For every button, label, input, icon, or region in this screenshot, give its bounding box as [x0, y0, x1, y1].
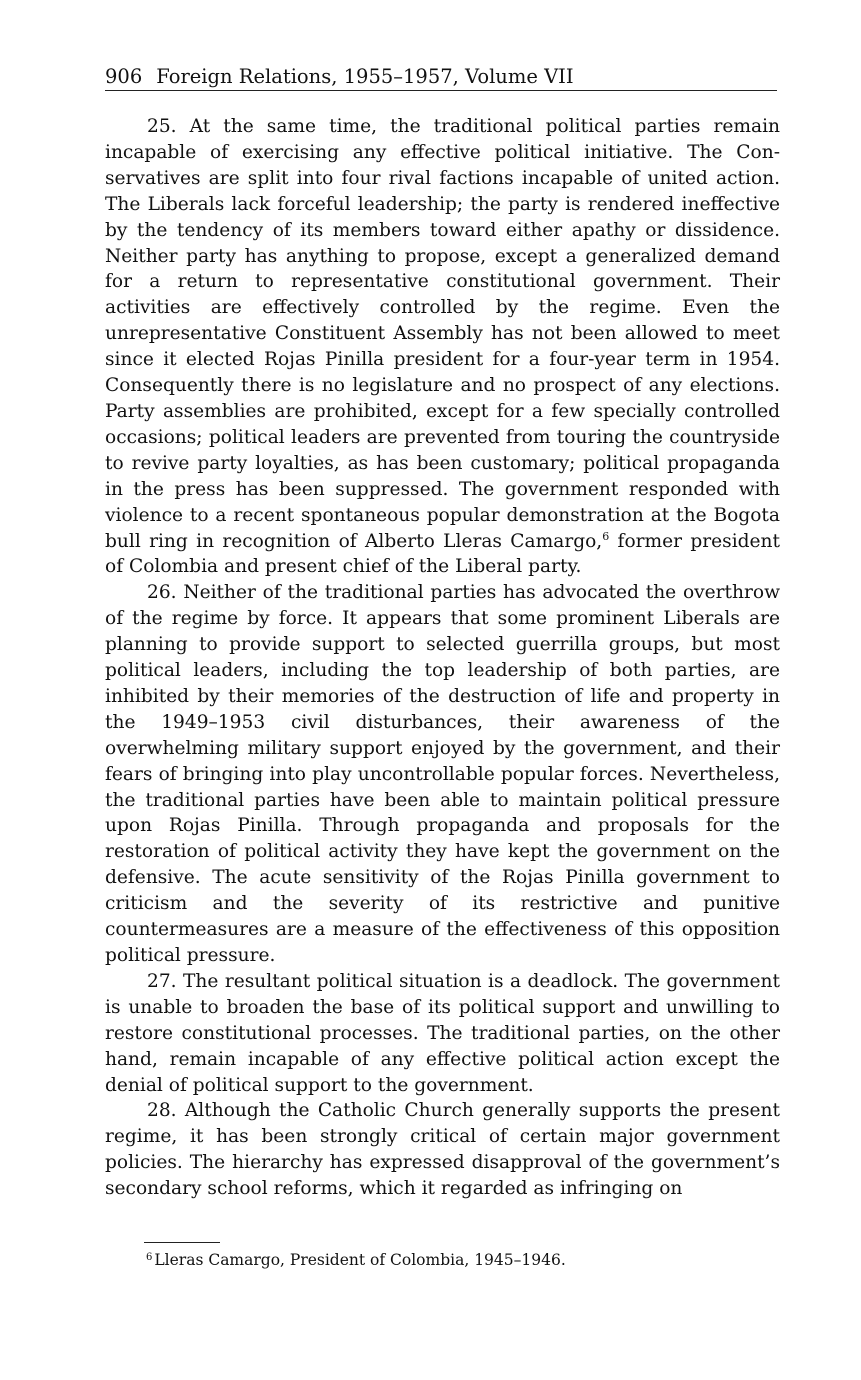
paragraph-28: 28. Although the Catholic Church generally supports the present regime, it has been strongly critical of certain major government policies. The hierarchy has expressed disapproval of the government’s secondary school reforms, which it regarded as infringing on [105, 1100, 780, 1200]
footnote-reference: 6 [602, 529, 610, 543]
running-head [105, 64, 777, 91]
footnote-marker: 6 [146, 1252, 153, 1263]
paragraph-25 [105, 114, 780, 580]
running-title: Foreign Relations, 1955–1957, Volume VII [156, 65, 574, 88]
body-text [105, 114, 780, 1202]
footnote-divider [144, 1242, 220, 1243]
footnote [146, 1250, 566, 1270]
paragraph-25-text: 25. At the same time, the traditional political parties remain incapable of exercising any effective political initiative. The Conservatives are split into four rival factions incapable of united action. The Liberals lack forceful leadership; the party is rendered ineffective by the tendency of its members toward either apathy or dissidence. Neither party has anything to propose, except a generalized demand for a return to representative constitutional government. Their activities are effectively controlled by the regime. Even the unrepresentative Constituent Assembly has not been allowed to meet since it elected Rojas Pinilla president for a four-year term in 1954. Consequently there is no legislature and no prospect of any elections. Party assemblies are prohibited, except for a few specially controlled occasions; political leaders are prevented from touring the countryside to revive party loyalties, as has been customary; political propaganda in the press has been suppressed. The government responded with violence to a recent spontaneous popular demonstration at the Bogota bull ring in recognition of Alberto Lleras Camargo, [105, 116, 780, 552]
paragraph-27: 27. The resultant political situation is a deadlock. The government is unable to broaden the base of its political support and unwilling to restore constitutional processes. The traditional parties, on the other hand, remain incapable of any effective political action except the denial of political support to the government. [105, 970, 780, 1096]
footnote-text: Lleras Camargo, President of Colombia, 1945–1946. [154, 1251, 566, 1269]
paragraph-26: 26. Neither of the traditional parties has advocated the overthrow of the regime by force. It appears that some prominent Liberals are planning to provide support to selected guerrilla groups, but most political leaders, including the top leadership of both parties, are inhibited by their memories of the destruction of life and property in the 1949–1953 civil disturbances, their awareness of the overwhelming military support enjoyed by the government, and their fears of bringing into play uncontrollable popular forces. Nevertheless, the traditional parties have been able to maintain political pressure upon Rojas Pinilla. Through propaganda and proposals for the restoration of political activity they have kept the government on the defensive. The acute sensitivity of the Rojas Pinilla government to criticism and the severity of its restrictive and punitive countermeasures are a measure of the effectiveness of this opposition political pressure. [105, 582, 780, 966]
paragraph-25-text-end: former president of Colombia and present chief of the Liberal party. [105, 530, 781, 578]
page-number: 906 [105, 65, 143, 88]
